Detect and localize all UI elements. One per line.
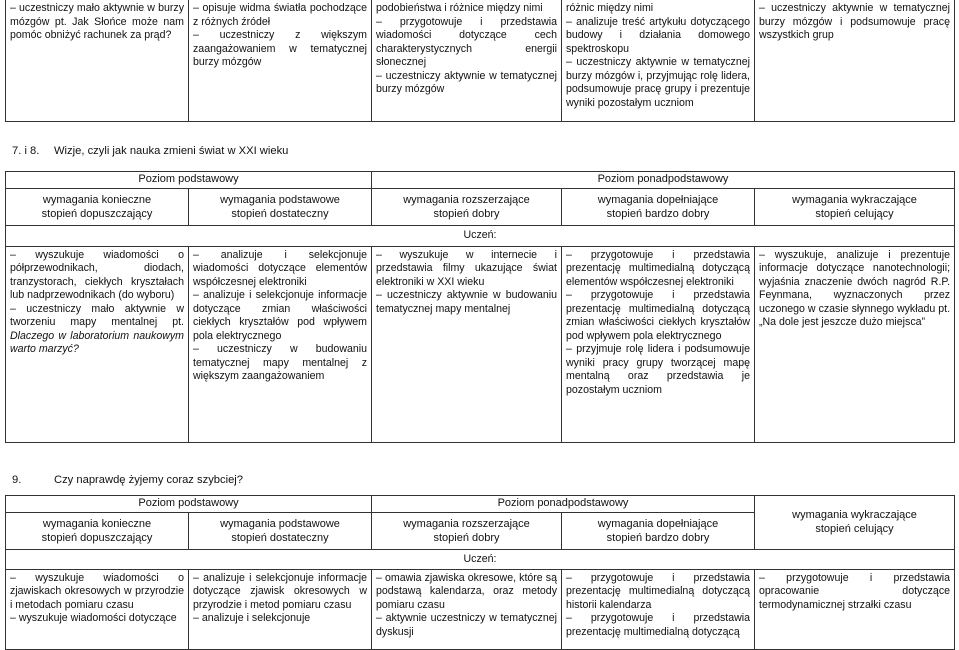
requirement-name: wymagania rozszerzające <box>403 517 530 530</box>
requirement-cell: podobieństwa i różnice między nimi – przygotowuje i przedstawia wiadomości dotyczące cech charakterystycznych energii słonecznej – uczestniczy aktywnie w tematycznej burzy mózgów <box>372 0 562 122</box>
requirement-header <box>372 512 562 549</box>
requirement-name: wymagania konieczne <box>42 517 152 530</box>
table-row <box>6 549 955 569</box>
table-row <box>6 188 955 225</box>
requirement-cell: – przygotowuje i przedstawia prezentację multimedialną dotyczącą elementów współczesnej elektroniki – przygotowuje i przedstawia prezentację multimedialną dotyczącą zmian właściwości ciekłych kryształów pod wpływem pola elektrycznego – przyjmuje rolę lidera i podsumowuje wyniki pracy grupy tworzącej mapę mentalną oraz przedstawia je pozostałym uczniom <box>562 246 755 442</box>
table-row <box>6 225 955 246</box>
level-basic-header: Poziom podstawowy <box>6 496 372 513</box>
grade-name: stopień dopuszczający <box>41 531 153 544</box>
grade-name: stopień dobry <box>433 531 500 544</box>
requirement-header <box>372 188 562 225</box>
section-number: 7. i 8. <box>12 145 40 157</box>
level-advanced-header: Poziom ponadpodstawowy <box>372 172 955 189</box>
grade-name: stopień dobry <box>433 207 500 220</box>
student-label: Uczeń: <box>6 225 955 246</box>
grade-name: stopień dostateczny <box>231 207 329 220</box>
requirement-cell: – przygotowuje i przedstawia prezentację multimedialną dotyczącą historii kalendarza – przygotowuje i przedstawia prezentację multimedialną dotyczącą <box>562 569 755 649</box>
requirement-name: wymagania wykraczające <box>792 193 917 206</box>
requirement-cell: – analizuje i selekcjonuje informacje dotyczące zjawisk okresowych w przyrodzie i metod pomiaru czasu – analizuje i selekcjonuje <box>189 569 372 649</box>
requirement-header <box>755 496 955 550</box>
requirement-cell: – wyszukuje wiadomości o zjawiskach okresowych w przyrodzie i metodach pomiaru czasu – wyszukuje wiadomości dotyczące <box>6 569 189 649</box>
requirement-name: wymagania dopełniające <box>597 193 719 206</box>
requirement-header <box>189 188 372 225</box>
requirement-cell: – wyszukuje w internecie i przedstawia filmy ukazujące świat elektroniki w XXI wieku – uczestniczy aktywnie w budowaniu tematycznej mapy mentalnej <box>372 246 562 442</box>
requirement-cell: różnic między nimi – analizuje treść artykułu dotyczącego budowy i działania domowego spektroskopu – uczestniczy aktywnie w tematycznej burzy mózgów i, przyjmując rolę lidera, podsumowuje pracę grupy i prezentuje wyniki pozostałym uczniom <box>562 0 755 122</box>
grade-name: stopień celujący <box>815 207 894 220</box>
requirement-header <box>189 512 372 549</box>
requirement-name: wymagania konieczne <box>42 193 152 206</box>
grade-name: stopień dopuszczający <box>41 207 153 220</box>
grade-name: stopień celujący <box>815 523 894 536</box>
level-advanced-header: Poziom ponadpodstawowy <box>372 496 755 513</box>
requirement-name: wymagania podstawowe <box>220 517 340 530</box>
cell-text: – wyszukuje wiadomości o półprzewodnikach, diodach, tranzystorach, ciekłych kryształach lub nadprzewodnikach (do wyboru) – uczestniczy mało aktywnie w tworzeniu mapy mentalnej pt. <box>10 248 184 328</box>
grade-name: stopień dostateczny <box>231 531 329 544</box>
section-title: Wizje, czyli jak nauka zmieni świat w XXI wieku <box>54 145 289 157</box>
table-row <box>6 172 955 189</box>
section-9-table <box>5 495 955 650</box>
requirement-name: wymagania dopełniające <box>597 517 719 530</box>
requirement-cell <box>6 246 189 442</box>
requirement-name: wymagania rozszerzające <box>403 193 530 206</box>
section-number: 9. <box>12 474 22 486</box>
requirement-cell: – przygotowuje i przedstawia opracowanie dotyczące termodynamicznej strzałki czasu <box>755 569 955 649</box>
grade-name: stopień bardzo dobry <box>606 531 710 544</box>
section-heading <box>12 145 288 157</box>
cell-italic-text: Dlaczego w laboratorium naukowym warto marzyć? <box>10 329 184 355</box>
requirement-name: wymagania podstawowe <box>220 193 340 206</box>
grade-name: stopień bardzo dobry <box>606 207 710 220</box>
table-row <box>6 246 955 442</box>
table-row <box>6 569 955 649</box>
section-title: Czy naprawdę żyjemy coraz szybciej? <box>54 474 244 486</box>
requirement-cell: – wyszukuje, analizuje i prezentuje informacje dotyczące nanotechnologii; wyjaśnia znaczenie dwóch nagród R.P. Feynmana, wyznaczonych przez uczonego w czasie słynnego wykładu pt. „Na dole jest jeszcze dużo miejsca” <box>755 246 955 442</box>
requirement-cell: – uczestniczy mało aktywnie w burzy mózgów pt. Jak Słońce może nam pomóc obniżyć rachunek za prąd? <box>6 0 189 122</box>
table-row <box>6 0 955 122</box>
top-requirements-table <box>5 0 955 122</box>
requirement-header <box>755 188 955 225</box>
table-row <box>6 496 955 513</box>
requirement-cell: – opisuje widma światła pochodzące z różnych źródeł – uczestniczy z większym zaangażowaniem w tematycznej burzy mózgów <box>189 0 372 122</box>
requirement-name: wymagania wykraczające <box>792 509 917 522</box>
requirement-header <box>6 512 189 549</box>
requirement-cell: – analizuje i selekcjonuje wiadomości dotyczące elementów współczesnej elektroniki – analizuje i selekcjonuje informacje dotyczące zmian właściwości ciekłych kryształów pod wpływem pola elektrycznego – uczestniczy w budowaniu tematycznej mapy mentalnej z większym zaangażowaniem <box>189 246 372 442</box>
level-basic-header: Poziom podstawowy <box>6 172 372 189</box>
requirement-header <box>6 188 189 225</box>
section-78-table <box>5 171 955 443</box>
requirement-header <box>562 188 755 225</box>
student-label: Uczeń: <box>6 549 955 569</box>
requirement-cell: – omawia zjawiska okresowe, które są podstawą kalendarza, oraz metody pomiaru czasu – aktywnie uczestniczy w tematycznej dyskusji <box>372 569 562 649</box>
requirement-header <box>562 512 755 549</box>
section-heading <box>12 474 243 486</box>
requirement-cell: – uczestniczy aktywnie w tematycznej burzy mózgów i podsumowuje pracę wszystkich grup <box>755 0 955 122</box>
